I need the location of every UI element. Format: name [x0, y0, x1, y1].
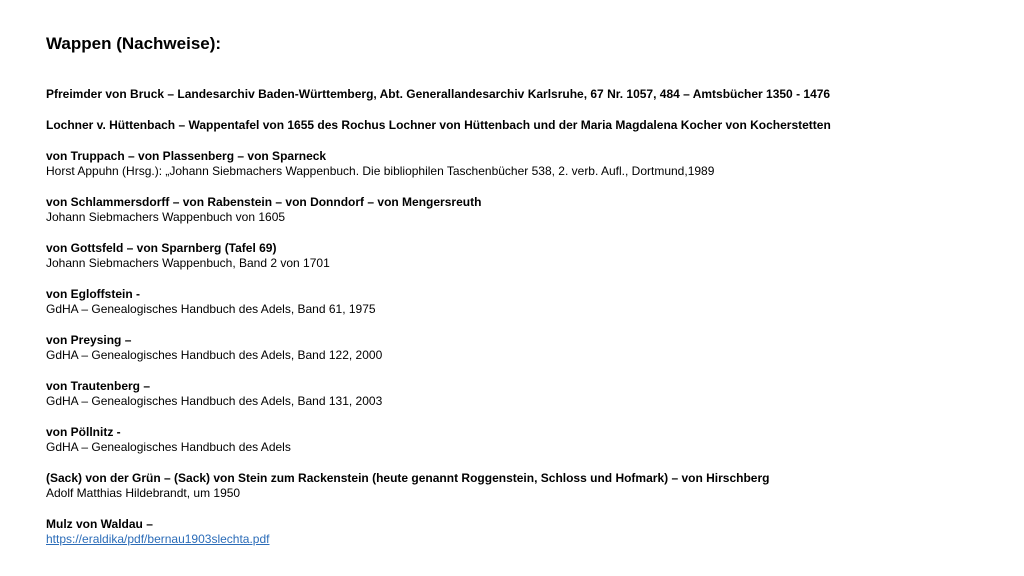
entry-detail-trautenberg: GdHA – Genealogisches Handbuch des Adels, Band 131, 2003	[46, 394, 383, 408]
entry-heading-poellnitz: von Pöllnitz -	[46, 425, 121, 439]
entry-heading-trautenberg: von Trautenberg –	[46, 379, 151, 393]
entry-heading-pfreimder: Pfreimder von Bruck – Landesarchiv Baden-Württemberg, Abt. Generallandesarchiv Karlsruhe, 67 Nr. 1057, 484 – Amtsbücher 1350 - 1476	[46, 87, 831, 101]
entry-heading-mulz-von-waldau: Mulz von Waldau –	[46, 517, 153, 531]
entry-heading-schlammersdorff: von Schlammersdorff – von Rabenstein – von Donndorf – von Mengersreuth	[46, 195, 482, 209]
entry-heading-sack-von-der-gruen: (Sack) von der Grün – (Sack) von Stein zum Rackenstein (heute genannt Roggenstein, Schloss und Hofmark) – von Hirschberg	[46, 471, 770, 485]
entry-detail-truppach: Horst Appuhn (Hrsg.): „Johann Siebmachers Wappenbuch. Die bibliophilen Taschenbücher 538, 2. verb. Aufl., Dortmund,1989	[46, 164, 715, 178]
entry-detail-gottsfeld: Johann Siebmachers Wappenbuch, Band 2 von 1701	[46, 256, 330, 270]
entry-detail-preysing: GdHA – Genealogisches Handbuch des Adels, Band 122, 2000	[46, 348, 383, 362]
source-link-bernau-pdf[interactable]: https://eraldika/pdf/bernau1903slechta.pdf	[46, 532, 270, 546]
entry-heading-gottsfeld: von Gottsfeld – von Sparnberg (Tafel 69)	[46, 241, 277, 255]
page-title: Wappen (Nachweise):	[46, 34, 222, 53]
entry-detail-sack-von-der-gruen: Adolf Matthias Hildebrandt, um 1950	[46, 486, 241, 500]
entry-heading-preysing: von Preysing –	[46, 333, 132, 347]
entry-detail-egloffstein: GdHA – Genealogisches Handbuch des Adels, Band 61, 1975	[46, 302, 376, 316]
entry-heading-lochner: Lochner v. Hüttenbach – Wappentafel von 1655 des Rochus Lochner von Hüttenbach und der Maria Magdalena Kocher von Kocherstetten	[46, 118, 831, 132]
entry-heading-truppach: von Truppach – von Plassenberg – von Sparneck	[46, 149, 327, 163]
entry-heading-egloffstein: von Egloffstein -	[46, 287, 140, 301]
entry-detail-schlammersdorff: Johann Siebmachers Wappenbuch von 1605	[46, 210, 286, 224]
entry-detail-poellnitz: GdHA – Genealogisches Handbuch des Adels	[46, 440, 291, 454]
